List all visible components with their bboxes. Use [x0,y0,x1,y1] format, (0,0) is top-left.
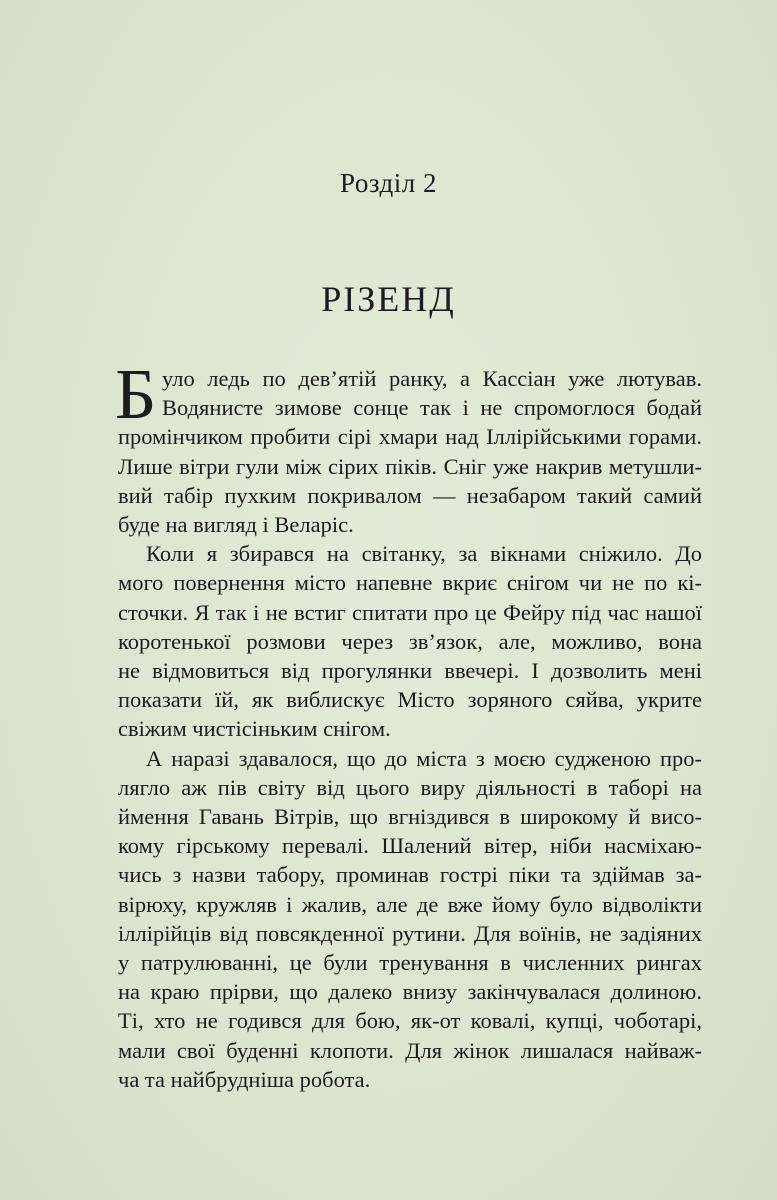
chapter-label: Розділ 2 [340,168,437,198]
text-line: іллірійців від повсякденної рутини. Для воїнів, не задіяних [118,920,702,946]
text-line: вий табір пухким покривалом — незабаром такий самий [118,482,702,508]
text-line: буде на вигляд і Веларіс. [118,512,354,538]
text-line: Лише вітри гули між сірих піків. Сніг уже накрив метушли- [118,453,702,479]
text-line: показати їй, як виблискує Місто зоряного сяйва, укрите [118,687,702,713]
text-line: промінчиком пробити сірі хмари над Іллірійськими горами. [118,424,702,450]
text-line: А наразі здавалося, що до міста з моєю судженою про- [146,745,702,771]
paragraph [118,539,702,743]
text-line: чись з назви табору, проминав гострі піки та здіймав за- [118,862,702,888]
paragraph [118,744,702,1094]
text-line: Коли я збирався на світанку, за вікнами сніжило. До [146,541,702,567]
text-line: свіжим чистісіньким снігом. [118,716,391,742]
text-line: на краю прірви, що далеко внизу закінчувалася долиною. [118,979,702,1005]
text-line: ча та найбрудніша робота. [118,1066,371,1092]
text-line: Ті, хто не годився для бою, як-от ковалі, купці, чоботарі, [118,1008,702,1034]
text-line: кому гірському перевалі. Шалений вітер, ніби насміхаю- [118,833,702,859]
text-line: не відмовиться від прогулянки ввечері. І дозволить мені [118,658,702,684]
body-text [115,354,702,1094]
text-line: мали свої буденні клопоти. Для жінок лишалася найваж- [118,1037,702,1063]
text-line: мого повернення місто напевне вкриє снігом чи не по кі- [118,570,702,596]
text-line: уло ледь по дев’ятій ранку, а Кассіан уже лютував. [162,366,702,391]
text-line: ймення Гавань Вітрів, що вгніздився в широкому й висо- [118,804,702,830]
text-line: лягло аж пів світу від цього виру діяльності в таборі на [118,774,702,800]
text-line: вірюху, кружляв і жалив, але де вже йому було відволікти [118,891,702,917]
text-line: сточки. Я так і не встиг спитати про це Фейру під час нашої [118,599,702,625]
drop-cap: Б [115,354,157,434]
chapter-title: РІЗЕНД [321,279,456,319]
text-line: у патрулюванні, це були тренування в численних рингах [118,950,702,976]
paragraph [118,364,702,539]
text-line: Водянисте зимове сонце так і не спромоглося бодай [162,395,702,421]
text-line: коротенької розмови через зв’язок, але, можливо, вона [118,628,702,654]
